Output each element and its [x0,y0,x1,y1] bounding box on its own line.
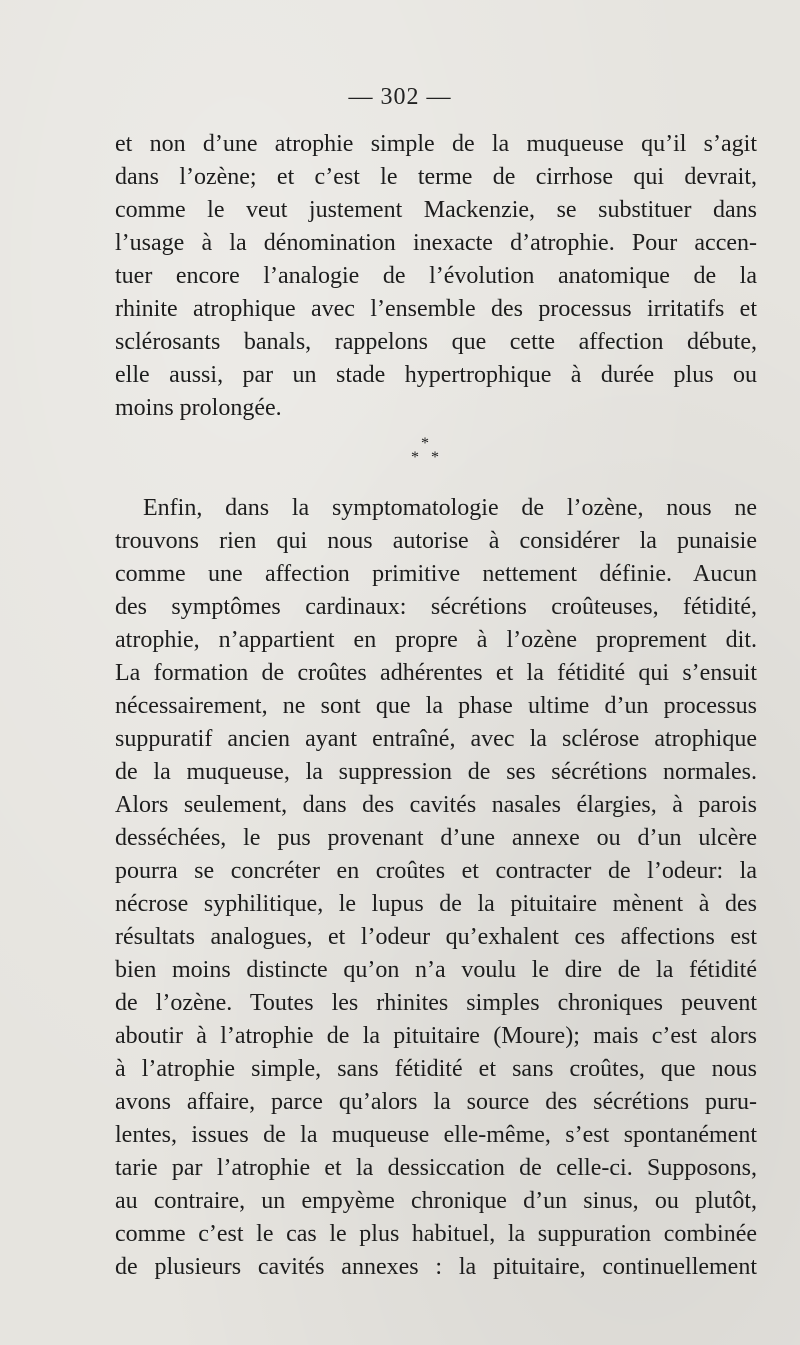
paragraph-2-line: bien moins distincte qu’on n’a voulu le dire de la fétidité [115,957,757,983]
paragraph-1-line: moins prolongée. [115,395,282,421]
paragraph-2-line: La formation de croûtes adhérentes et la fétidité qui s’ensuit [115,660,757,686]
page-number: — 302 — [348,84,452,110]
paragraph-2-line: suppuratif ancien ayant entraîné, avec la sclérose atrophique [115,726,757,752]
paragraph-1-line: dans l’ozène; et c’est le terme de cirrhose qui devrait, [115,164,757,190]
paragraph-1-line: tuer encore l’analogie de l’évolution anatomique de la [115,263,757,289]
paragraph-2-line: des symptômes cardinaux: sécrétions croûteuses, fétidité, [115,594,757,620]
paragraph-1-line: l’usage à la dénomination inexacte d’atrophie. Pour accen- [115,230,757,256]
paragraph-1 [115,128,757,425]
paragraph-2-line: nécessairement, ne sont que la phase ultime d’un processus [115,693,757,719]
paragraph-2-line: au contraire, un empyème chronique d’un sinus, ou plutôt, [115,1188,757,1214]
paragraph-2-line: comme c’est le cas le plus habituel, la suppuration combinée [115,1221,757,1247]
paragraph-2-line: nécrose syphilitique, le lupus de la pituitaire mènent à des [115,891,757,917]
paragraph-2-line: comme une affection primitive nettement définie. Aucun [115,561,757,587]
paragraph-2-line: de l’ozène. Toutes les rhinites simples chroniques peuvent [115,990,757,1016]
paragraph-2-line: pourra se concréter en croûtes et contracter de l’odeur: la [115,858,757,884]
paragraph-2-line: Alors seulement, dans des cavités nasales élargies, à parois [115,792,757,818]
paragraph-2-line: desséchées, le pus provenant d’une annexe ou d’un ulcère [115,825,757,851]
asterism-star-icon: * [421,435,429,452]
paragraph-1-line: elle aussi, par un stade hypertrophique à durée plus ou [115,362,757,388]
paragraph-1-line: rhinite atrophique avec l’ensemble des processus irritatifs et [115,296,757,322]
asterism-star-icon: * [431,449,439,466]
paragraph-2-line: Enfin, dans la symptomatologie de l’ozène, nous ne [143,495,757,521]
paragraph-1-line: comme le veut justement Mackenzie, se substituer dans [115,197,757,223]
paragraph-2-line: à l’atrophie simple, sans fétidité et sans croûtes, que nous [115,1056,757,1082]
asterism-star-icon: * [411,449,419,466]
paragraph-2-line: aboutir à l’atrophie de la pituitaire (Moure); mais c’est alors [115,1023,757,1049]
paragraph-1-line: et non d’une atrophie simple de la muqueuse qu’il s’agit [115,131,757,157]
paragraph-2 [115,492,757,1284]
paragraph-2-line: de plusieurs cavités annexes : la pituitaire, continuellement [115,1254,757,1280]
paragraph-1-line: sclérosants banals, rappelons que cette affection débute, [115,329,757,355]
paragraph-2-line: lentes, issues de la muqueuse elle-même, s’est spontanément [115,1122,757,1148]
paragraph-2-line: avons affaire, parce qu’alors la source des sécrétions puru- [115,1089,757,1115]
paragraph-2-line: de la muqueuse, la suppression de ses sécrétions normales. [115,759,757,785]
section-separator [0,436,800,476]
paragraph-2-line: tarie par l’atrophie et la dessiccation de celle-ci. Supposons, [115,1155,757,1181]
paragraph-2-line: atrophie, n’appartient en propre à l’ozène proprement dit. [115,627,757,653]
paragraph-2-line: trouvons rien qui nous autorise à considérer la punaisie [115,528,757,554]
paragraph-2-line: résultats analogues, et l’odeur qu’exhalent ces affections est [115,924,757,950]
